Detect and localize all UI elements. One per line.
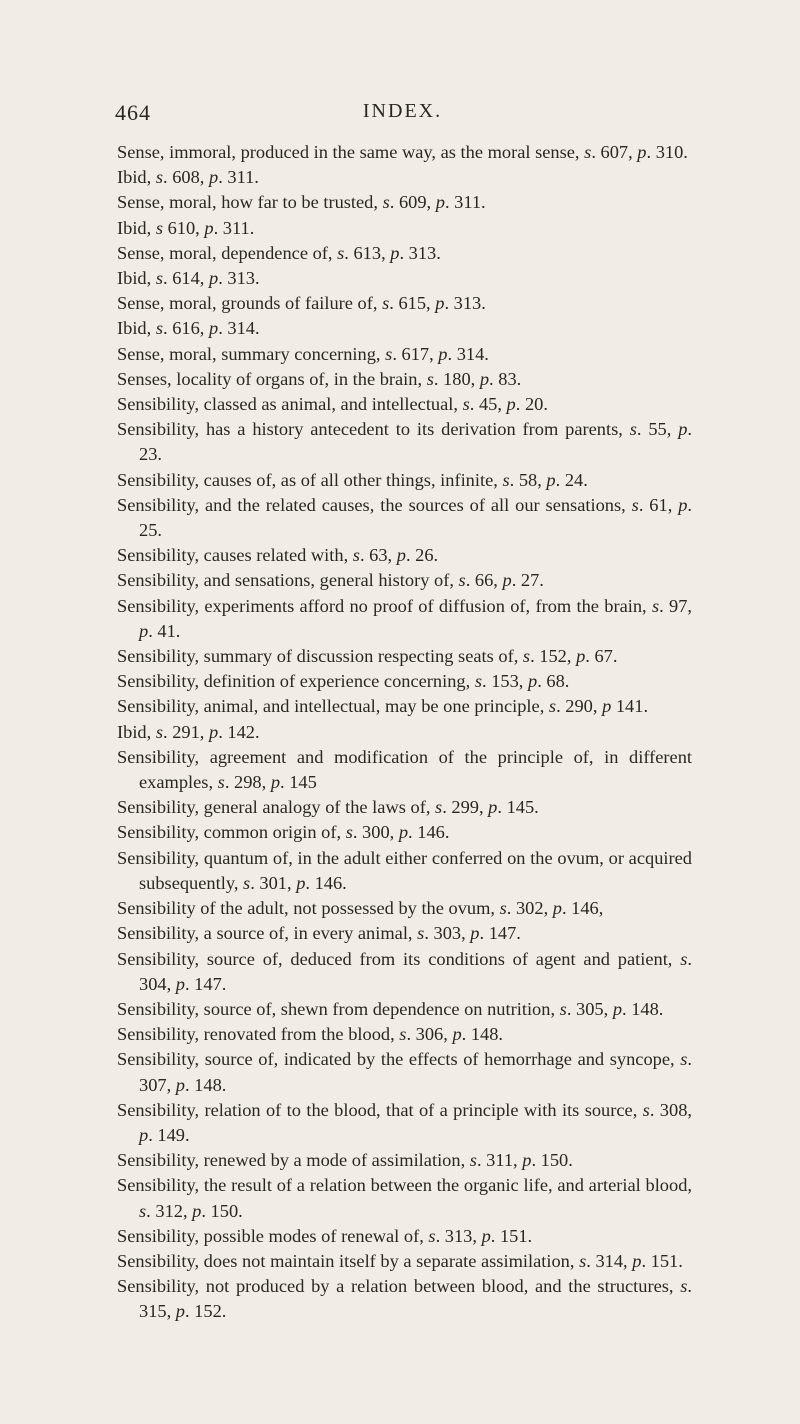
index-entries bbox=[117, 140, 692, 1325]
index-entry: Sensibility, animal, and intellectual, may be one principle, s. 290, p 141. bbox=[117, 696, 649, 717]
index-entry: Ibid, s. 616, p. 314. bbox=[117, 318, 260, 339]
index-entry: Sensibility, the result of a relation between the organic life, and arterial blood, s. 312, p. 150. bbox=[117, 1175, 692, 1221]
index-entry: Sensibility, relation of to the blood, that of a principle with its source, s. 308, p. 149. bbox=[117, 1099, 692, 1145]
index-entry: Sensibility, and sensations, general history of, s. 66, p. 27. bbox=[117, 570, 544, 591]
index-entry: Sensibility, a source of, in every animal, s. 303, p. 147. bbox=[117, 923, 521, 944]
index-entry: Sense, moral, dependence of, s. 613, p. 313. bbox=[117, 242, 441, 263]
index-entry: Sensibility, has a history antecedent to its derivation from parents, s. 55, p. 23. bbox=[117, 419, 692, 465]
index-entry: Sensibility, experiments afford no proof of diffusion of, from the brain, s. 97, p. 41. bbox=[117, 595, 692, 641]
running-head: INDEX. bbox=[362, 100, 443, 122]
index-entry: Sensibility, common origin of, s. 300, p. 146. bbox=[117, 822, 450, 843]
index-entry: Sense, moral, grounds of failure of, s. 615, p. 313. bbox=[117, 293, 486, 314]
index-entry: Sensibility, agreement and modification of the principle of, in different examples, s. 298, p. 145 bbox=[117, 746, 692, 793]
index-entry: Senses, locality of organs of, in the brain, s. 180, p. 83. bbox=[117, 368, 522, 389]
index-entry: Sensibility, source of, indicated by the effects of hemorrhage and syncope, s. 307, p. 148. bbox=[117, 1049, 692, 1095]
index-entry: Sensibility, and the related causes, the sources of all our sensations, s. 61, p. 25. bbox=[117, 494, 693, 541]
index-entry: Sensibility, definition of experience concerning, s. 153, p. 68. bbox=[117, 671, 570, 692]
index-entry: Ibid, s. 614, p. 313. bbox=[117, 268, 260, 289]
index-entry: Sensibility, renovated from the blood, s. 306, p. 148. bbox=[117, 1024, 504, 1045]
index-entry: Sensibility, causes related with, s. 63, p. 26. bbox=[117, 545, 439, 566]
index-entry: Sense, moral, how far to be trusted, s. 609, p. 311. bbox=[117, 192, 486, 213]
index-entry: Sensibility, possible modes of renewal of, s. 313, p. 151. bbox=[117, 1225, 533, 1246]
index-entry: Sensibility, source of, deduced from its conditions of agent and patient, s. 304, p. 147. bbox=[117, 948, 692, 994]
index-entry: Sensibility, causes of, as of all other things, infinite, s. 58, p. 24. bbox=[117, 469, 588, 490]
page-number: 464 bbox=[115, 100, 151, 125]
index-entry: Sensibility, renewed by a mode of assimilation, s. 311, p. 150. bbox=[117, 1150, 573, 1171]
index-entry: Sensibility of the adult, not possessed by the ovum, s. 302, p. 146, bbox=[117, 898, 604, 919]
index-entry: Ibid, s 610, p. 311. bbox=[117, 217, 255, 238]
index-entry: Sensibility, source of, shewn from dependence on nutrition, s. 305, p. 148. bbox=[117, 998, 664, 1019]
index-entry: Sense, immoral, produced in the same way, as the moral sense, s. 607, p. 310. bbox=[117, 142, 688, 162]
index-entry: Ibid, s. 291, p. 142. bbox=[117, 721, 260, 742]
index-entry: Sensibility, does not maintain itself by a separate assimilation, s. 314, p. 151. bbox=[117, 1250, 683, 1271]
index-entry: Sensibility, classed as animal, and intellectual, s. 45, p. 20. bbox=[117, 394, 548, 415]
page-header bbox=[115, 100, 690, 134]
index-entry: Ibid, s. 608, p. 311. bbox=[117, 167, 259, 188]
index-entry: Sense, moral, summary concerning, s. 617, p. 314. bbox=[117, 343, 489, 364]
index-entry: Sensibility, summary of discussion respecting seats of, s. 152, p. 67. bbox=[117, 646, 618, 667]
index-entry: Sensibility, not produced by a relation between blood, and the structures, s. 315, p. 152. bbox=[117, 1276, 692, 1322]
index-entry: Sensibility, quantum of, in the adult either conferred on the ovum, or acquired subsequently, s. 301, p. 146. bbox=[117, 847, 692, 893]
index-entry: Sensibility, general analogy of the laws of, s. 299, p. 145. bbox=[117, 797, 539, 818]
